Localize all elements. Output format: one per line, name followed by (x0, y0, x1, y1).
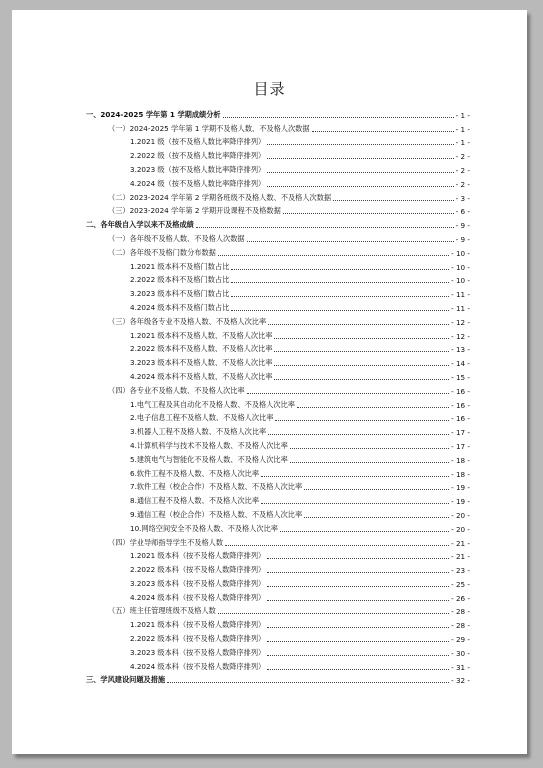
dot-leader (274, 379, 449, 380)
toc-entry[interactable] (86, 285, 470, 299)
toc-entry[interactable] (86, 313, 470, 327)
dot-leader (247, 241, 454, 242)
toc-entry[interactable] (86, 230, 470, 244)
toc-entry-label: （三）2023-2024 学年第 2 学期开设课程不及格数据 (108, 206, 281, 216)
dot-leader (274, 365, 449, 366)
toc-entry[interactable] (86, 410, 470, 424)
toc-entry-page-number: - 18 - (451, 455, 470, 465)
toc-entry-page-number: - 11 - (451, 290, 470, 300)
dot-leader (218, 255, 449, 256)
toc-entry-label: （三）各年级各专业不及格人数、不及格人次比率 (108, 316, 267, 326)
toc-entry-page-number: - 2 - (455, 152, 470, 162)
toc-entry-label: 10.网络空间安全不及格人数、不及格人次比率 (130, 523, 278, 533)
toc-entry[interactable] (86, 672, 470, 686)
dot-leader (267, 655, 449, 656)
toc-entry[interactable] (86, 658, 470, 672)
toc-entry[interactable] (86, 134, 470, 148)
toc-entry-label: 4.2024 级本科（按不及格人数降序排列） (130, 661, 266, 671)
toc-entry-page-number: - 20 - (451, 510, 470, 520)
toc-entry-label: 2.2022 级本科（按不及格人数降序排列） (130, 634, 266, 644)
toc-entry-page-number: - 23 - (451, 566, 470, 576)
dot-leader (225, 545, 449, 546)
toc-entry-label: 1.电气工程及其自动化不及格人数、不及格人次比率 (130, 399, 295, 409)
toc-entry[interactable] (86, 120, 470, 134)
toc-entry-page-number: - 16 - (451, 386, 470, 396)
dot-leader (231, 269, 449, 270)
toc-entry[interactable] (86, 423, 470, 437)
dot-leader (247, 393, 450, 394)
toc-entry[interactable] (86, 189, 470, 203)
dot-leader (267, 627, 449, 628)
toc-entry[interactable] (86, 368, 470, 382)
dot-leader (312, 131, 454, 132)
toc-entry-page-number: - 31 - (451, 662, 470, 672)
dot-leader (267, 186, 453, 187)
toc-entry-page-number: - 12 - (451, 331, 470, 341)
toc-entry-label: 4.2024 级本科不及格门数占比 (130, 302, 230, 312)
toc-entry-label: 1.2021 级（按不及格人数比率降序排列） (130, 137, 266, 147)
toc-entry-page-number: - 1 - (455, 110, 470, 120)
toc-entry-label: 4.2024 级本科（按不及格人数降序排列） (130, 592, 266, 602)
toc-entry-page-number: - 17 - (451, 428, 470, 438)
dot-leader (274, 338, 449, 339)
toc-entry-page-number: - 28 - (451, 607, 470, 617)
toc-entry-label: 1.2021 级本科（按不及格人数降序排列） (130, 551, 266, 561)
dot-leader (267, 586, 449, 587)
dot-leader (268, 324, 449, 325)
toc-entry-page-number: - 19 - (451, 483, 470, 493)
dot-leader (267, 641, 449, 642)
toc-entry[interactable] (86, 382, 470, 396)
toc-entry[interactable] (86, 106, 470, 120)
toc-entry-label: 三、学风建设问题及措施 (86, 675, 166, 685)
dot-leader (275, 420, 449, 421)
toc-entry-label: （五）班主任管理班级不及格人数 (108, 606, 216, 616)
toc-entry-label: （四）学业导师指导学生不及格人数 (108, 537, 224, 547)
toc-entry-label: 1.2021 级本科（按不及格人数降序排列） (130, 620, 266, 630)
dot-leader (196, 227, 454, 228)
toc-entry[interactable] (86, 603, 470, 617)
dot-leader (267, 158, 453, 159)
toc-entry-label: 7.软件工程（校企合作）不及格人数、不及格人次比率 (130, 482, 303, 492)
dot-leader (283, 213, 454, 214)
toc-entry[interactable] (86, 644, 470, 658)
toc-entry-page-number: - 2 - (455, 179, 470, 189)
toc-entry-page-number: - 16 - (451, 414, 470, 424)
toc-entry-label: 4.2024 级本科不及格人数、不及格人次比率 (130, 371, 273, 381)
toc-entry-label: 2.2022 级本科不及格人数、不及格人次比率 (130, 344, 273, 354)
toc-entry-label: （四）各专业不及格人数、不及格人次比率 (108, 385, 245, 395)
dot-leader (290, 448, 449, 449)
toc-entry-page-number: - 21 - (451, 552, 470, 562)
dot-leader (333, 200, 454, 201)
toc-entry[interactable] (86, 630, 470, 644)
toc-entry-page-number: - 9 - (455, 221, 470, 231)
dot-leader (267, 572, 449, 573)
toc-entry-page-number: - 20 - (451, 524, 470, 534)
toc-entry-label: 3.2023 级本科不及格门数占比 (130, 289, 230, 299)
dot-leader (261, 476, 449, 477)
toc-entry-label: 3.2023 级（按不及格人数比率降序排列） (130, 164, 266, 174)
dot-leader (267, 558, 449, 559)
toc-entry[interactable] (86, 534, 470, 548)
toc-entry-page-number: - 11 - (451, 303, 470, 313)
toc-entry-page-number: - 9 - (455, 234, 470, 244)
toc-entry[interactable] (86, 548, 470, 562)
toc-entry-page-number: - 17 - (451, 441, 470, 451)
toc-entry-page-number: - 21 - (451, 538, 470, 548)
toc-entry-label: 1.2021 级本科不及格门数占比 (130, 261, 230, 271)
toc-entry-label: 9.通信工程（校企合作）不及格人数、不及格人次比率 (130, 509, 303, 519)
toc-entry[interactable] (86, 451, 470, 465)
toc-entry[interactable] (86, 161, 470, 175)
toc-entry-page-number: - 12 - (451, 317, 470, 327)
dot-leader (261, 503, 449, 504)
toc-entry-page-number: - 13 - (451, 345, 470, 355)
toc-entry-page-number: - 32 - (451, 676, 470, 686)
dot-leader (280, 531, 449, 532)
dot-leader (268, 434, 449, 435)
toc-entry[interactable] (86, 437, 470, 451)
toc-entry-label: （二）2023-2024 学年第 2 学期各班级不及格人数、不及格人次数据 (108, 192, 332, 202)
toc-entry[interactable] (86, 589, 470, 603)
toc-entry[interactable] (86, 299, 470, 313)
toc-entry-label: （一）2024-2025 学年第 1 学期不及格人数、不及格人次数据 (108, 123, 310, 133)
dot-leader (297, 407, 449, 408)
toc-entry-page-number: - 10 - (451, 276, 470, 286)
toc-entry[interactable] (86, 175, 470, 189)
dot-leader (274, 351, 449, 352)
dot-leader (223, 117, 454, 118)
toc-entry-page-number: - 25 - (451, 579, 470, 589)
toc-entry[interactable] (86, 327, 470, 341)
toc-entry[interactable] (86, 272, 470, 286)
toc-entry-label: 一、2024-2025 学年第 1 学期成绩分析 (86, 109, 221, 119)
toc-entry[interactable] (86, 561, 470, 575)
toc-entry-label: 3.2023 级本科（按不及格人数降序排列） (130, 647, 266, 657)
toc-entry[interactable] (86, 396, 470, 410)
toc-entry-page-number: - 3 - (455, 193, 470, 203)
toc-entry[interactable] (86, 147, 470, 161)
toc-entry-label: 5.建筑电气与智能化不及格人数、不及格人次比率 (130, 454, 288, 464)
dot-leader (290, 462, 449, 463)
table-of-contents (86, 106, 470, 685)
toc-entry-label: 2.电子信息工程不及格人数、不及格人次比率 (130, 413, 274, 423)
toc-entry-page-number: - 10 - (451, 248, 470, 258)
toc-entry-page-number: - 6 - (455, 207, 470, 217)
toc-entry-label: 3.机器人工程不及格人数、不及格人次比率 (130, 427, 267, 437)
toc-entry-page-number: - 16 - (451, 400, 470, 410)
toc-entry-page-number: - 26 - (451, 593, 470, 603)
toc-entry-page-number: - 28 - (451, 621, 470, 631)
toc-entry[interactable] (86, 506, 470, 520)
toc-entry[interactable] (86, 479, 470, 493)
toc-entry[interactable] (86, 575, 470, 589)
toc-entry-page-number: - 19 - (451, 497, 470, 507)
toc-title: 目录 (253, 80, 286, 98)
toc-entry[interactable] (86, 258, 470, 272)
dot-leader (304, 517, 449, 518)
toc-entry[interactable] (86, 354, 470, 368)
toc-entry-page-number: - 10 - (451, 262, 470, 272)
document-page (12, 10, 527, 754)
dot-leader (231, 282, 449, 283)
toc-entry-label: （二）各年级不及格门数分布数据 (108, 247, 216, 257)
toc-entry-label: 4.计算机科学与技术不及格人数、不及格人次比率 (130, 440, 288, 450)
toc-entry-label: 2.2022 级（按不及格人数比率降序排列） (130, 151, 266, 161)
toc-entry-label: 6.软件工程不及格人数、不及格人次比率 (130, 468, 260, 478)
toc-entry[interactable] (86, 341, 470, 355)
dot-leader (267, 172, 453, 173)
toc-entry-page-number: - 1 - (455, 138, 470, 148)
dot-leader (267, 144, 453, 145)
toc-entry-label: 8.通信工程不及格人数、不及格人次比率 (130, 496, 260, 506)
toc-entry-page-number: - 14 - (451, 359, 470, 369)
toc-entry[interactable] (86, 216, 470, 230)
dot-leader (218, 613, 449, 614)
dot-leader (231, 310, 449, 311)
toc-entry-label: 4.2024 级（按不及格人数比率降序排列） (130, 178, 266, 188)
toc-entry-label: 1.2021 级本科不及格人数、不及格人次比率 (130, 330, 273, 340)
toc-entry[interactable] (86, 616, 470, 630)
dot-leader (167, 682, 449, 683)
toc-entry-label: 2.2022 级本科不及格门数占比 (130, 275, 230, 285)
toc-entry[interactable] (86, 520, 470, 534)
toc-entry-page-number: - 30 - (451, 648, 470, 658)
dot-leader (267, 669, 449, 670)
toc-entry-label: 2.2022 级本科（按不及格人数降序排列） (130, 565, 266, 575)
toc-entry[interactable] (86, 244, 470, 258)
toc-entry[interactable] (86, 203, 470, 217)
toc-entry[interactable] (86, 465, 470, 479)
toc-entry-page-number: - 29 - (451, 635, 470, 645)
dot-leader (267, 600, 449, 601)
toc-entry-page-number: - 1 - (455, 124, 470, 134)
toc-entry-label: （一）各年级不及格人数、不及格人次数据 (108, 233, 245, 243)
toc-entry-page-number: - 18 - (451, 469, 470, 479)
toc-entry-label: 二、各年级自入学以来不及格成绩 (86, 220, 194, 230)
dot-leader (304, 489, 449, 490)
toc-entry-label: 3.2023 级本科不及格人数、不及格人次比率 (130, 358, 273, 368)
toc-entry-label: 3.2023 级本科（按不及格人数降序排列） (130, 578, 266, 588)
toc-entry-page-number: - 15 - (451, 372, 470, 382)
dot-leader (231, 296, 449, 297)
toc-entry[interactable] (86, 492, 470, 506)
toc-entry-page-number: - 2 - (455, 165, 470, 175)
